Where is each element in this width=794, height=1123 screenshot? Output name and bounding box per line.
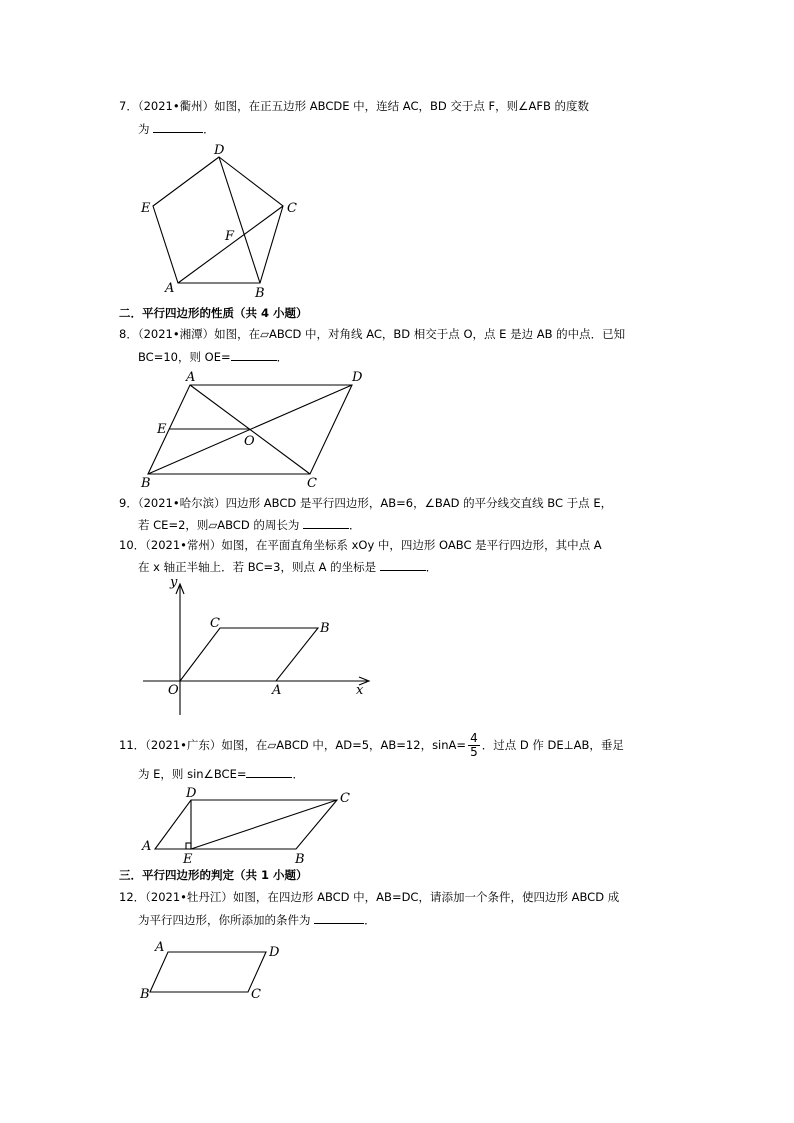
label-e: E xyxy=(157,422,167,437)
q10-text-2: 在 x 轴正半轴上．若 BC=3，则点 A 的坐标是 xyxy=(138,560,380,574)
label-o: O xyxy=(244,434,255,449)
label-c: C xyxy=(340,791,350,806)
q12-text-2: 为平行四边形，你所添加的条件为 xyxy=(138,913,315,927)
label-b: B xyxy=(295,852,305,867)
label-c: C xyxy=(307,476,317,491)
q7-period: ． xyxy=(203,122,215,136)
label-b: B xyxy=(255,286,265,301)
label-o: O xyxy=(168,683,179,698)
label-d: D xyxy=(352,370,363,385)
label-c: C xyxy=(251,987,261,1002)
label-d: D xyxy=(214,143,225,158)
label-e: E xyxy=(183,852,193,867)
label-f: F xyxy=(225,229,235,244)
label-b: B xyxy=(141,476,151,491)
label-c: C xyxy=(210,616,220,631)
section-3-heading: 三．平行四边形的判定（共 1 小题） xyxy=(119,868,308,882)
q8-period: ． xyxy=(276,350,289,364)
q9-period: ． xyxy=(349,518,361,532)
q8-text-2: BC=10，则 OE= xyxy=(138,350,231,364)
q8-line1: 8．（2021•湘潭）如图，在▱ABCD 中，对角线 AC，BD 相交于点 O，点 E 是边 AB 的中点．已知 xyxy=(119,327,626,341)
label-b: B xyxy=(320,621,330,636)
q11-text-2: 为 E，则 sin∠BCE= xyxy=(138,767,247,781)
q10-line1: 10．（2021•常州）如图，在平面直角坐标系 xOy 中，四边形 OABC 是平行四边形，其中点 A xyxy=(119,538,602,552)
q12-period: ． xyxy=(364,913,376,927)
q7-text: （2021•衢州）如图，在正五边形 ABCDE 中，连结 AC，BD 交于点 F，则∠AFB 的度数 xyxy=(137,99,589,113)
q9-text-2: 若 CE=2，则▱ABCD 的周长为 xyxy=(138,518,303,532)
label-e: E xyxy=(141,201,151,216)
q11-period: ． xyxy=(292,767,304,781)
q12-line1: 12．（2021•牡丹江）如图，在四边形 ABCD 中，AB=DC，请添加一个条件，使四边形 ABCD 成 xyxy=(119,890,620,904)
q7-number: 7． xyxy=(119,99,138,113)
label-a: A xyxy=(165,281,175,296)
label-d: D xyxy=(186,786,197,801)
label-c: C xyxy=(287,201,297,216)
label-a: A xyxy=(142,839,152,854)
label-a: A xyxy=(155,940,165,955)
section-2-heading: 二．平行四边形的性质（共 4 小题） xyxy=(119,306,308,320)
q7-text-2: 为 xyxy=(138,122,154,136)
label-y: y xyxy=(170,575,178,590)
q10-period: ． xyxy=(425,560,438,574)
label-a: A xyxy=(272,683,282,698)
fraction-denominator: 5 xyxy=(470,745,478,759)
label-a: A xyxy=(186,370,196,385)
label-x: x xyxy=(356,683,364,698)
label-d: D xyxy=(269,945,280,960)
label-b: B xyxy=(140,987,150,1002)
fraction-numerator: 4 xyxy=(470,731,478,745)
q9-line1: 9．（2021•哈尔滨）四边形 ABCD 是平行四边形，AB=6，∠BAD 的平分线交直线 BC 于点 E， xyxy=(119,496,613,510)
q11-text-b: ．过点 D 作 DE⊥AB，垂足 xyxy=(481,738,624,752)
q11-text-a: 11．（2021•广东）如图，在▱ABCD 中，AD=5，AB=12，sinA= xyxy=(119,738,467,752)
parallelogram-abcd xyxy=(150,952,266,992)
